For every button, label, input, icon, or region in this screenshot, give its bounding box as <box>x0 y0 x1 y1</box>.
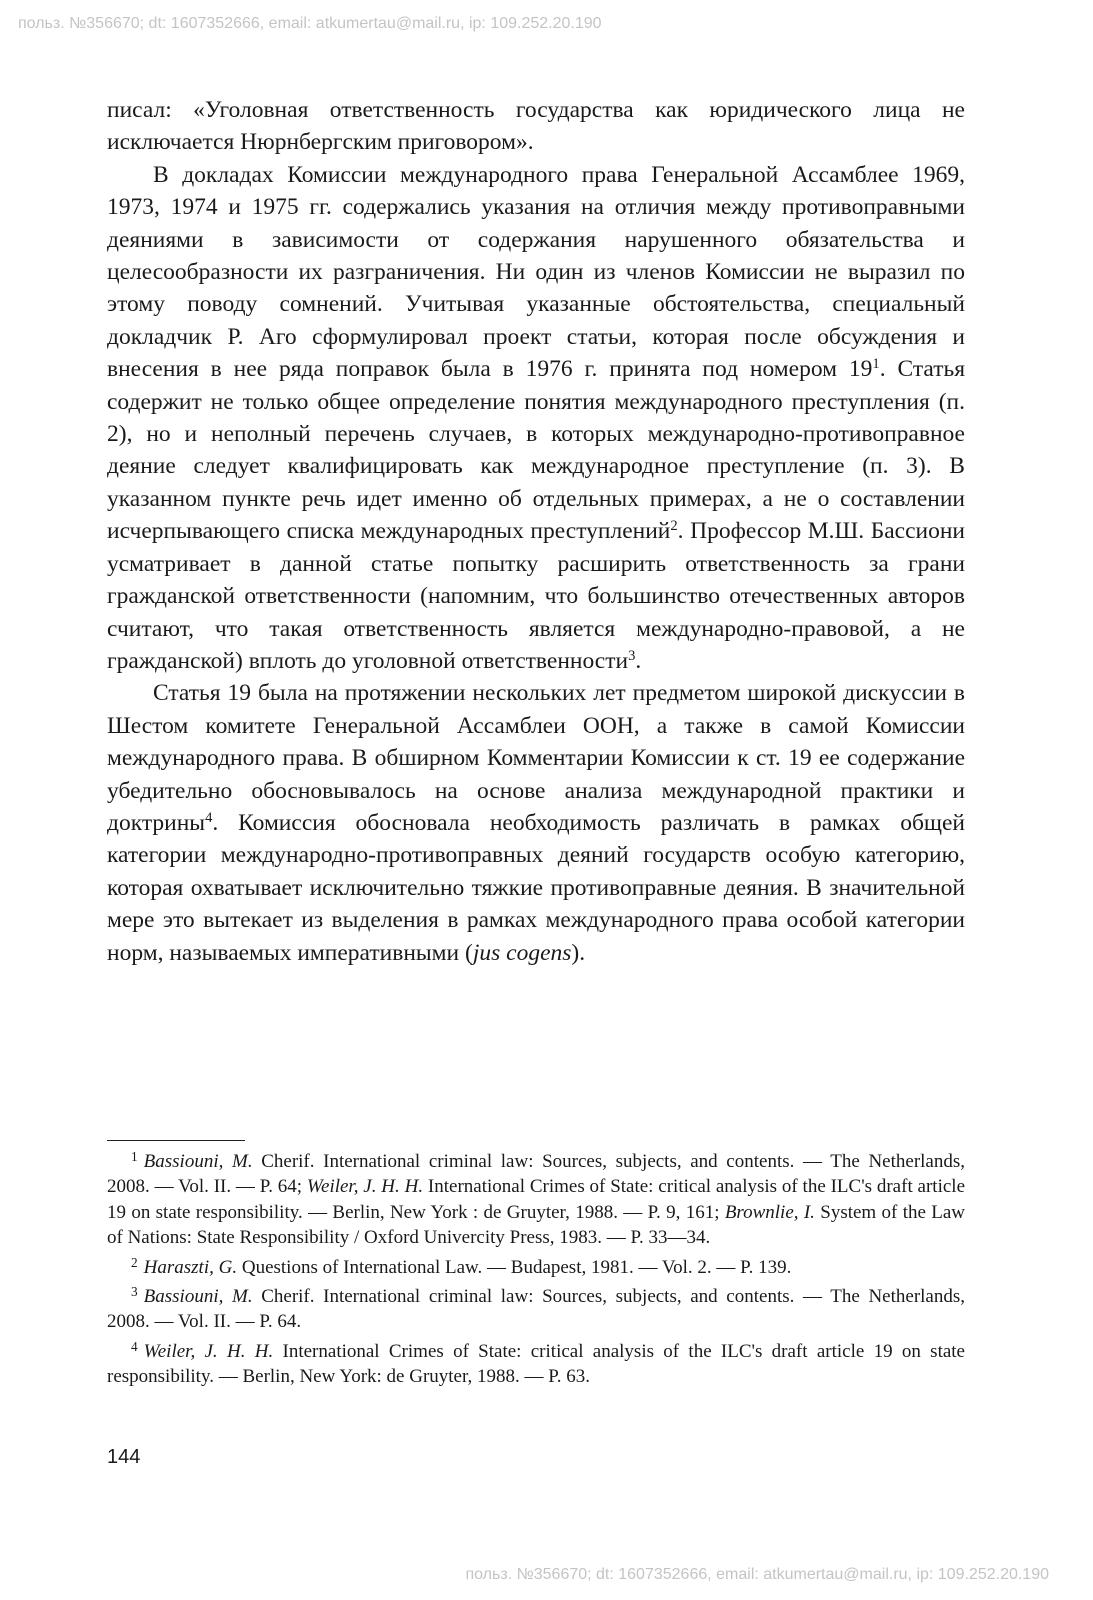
paragraph-1: писал: «Уголовная ответственность государства как юридического лица не исключается Нюрнбергским приговором». <box>107 97 965 156</box>
paragraph-3-part-b: . Комиссия обосновала необходимость различать в рамках общей категории международно-противоправных деяний государств особую категорию, которая охватывает исключительно тяжкие противоправные деяния. В значительной мере это вытекает из выделения в рамках международного права особой категории норм, называемых императивными ( <box>107 809 965 966</box>
footnote-divider <box>107 1140 245 1141</box>
footnote-1-number: 1 <box>131 1149 138 1165</box>
footnote-1-text-1: Cherif. International criminal law: Sources, subjects, and contents. — The Netherlands, 2008. — Vol. II. — P. 64; <box>107 1151 966 1198</box>
paragraph-3-part-c: ). <box>571 939 586 966</box>
footnote-2-author: Haraszti, G. <box>143 1256 238 1278</box>
paragraph-3 <box>107 677 965 969</box>
footnote-1-author-2: Weiler, J. H. H. <box>306 1176 424 1198</box>
footnote-3-number: 3 <box>131 1284 138 1300</box>
footnote-4-number: 4 <box>131 1338 138 1354</box>
footnote-ref-4[interactable]: 4 <box>205 809 213 826</box>
footnote-2 <box>107 1255 965 1280</box>
footnote-2-text: Questions of International Law. — Budapest, 1981. — Vol. 2. — P. 139. <box>237 1256 792 1278</box>
footnote-4-author: Weiler, J. H. H. <box>143 1340 274 1362</box>
footnote-1-author-3: Brownlie, I. <box>724 1201 815 1223</box>
latin-term: jus cogens <box>472 939 572 966</box>
paragraph-2-part-d: . <box>635 647 642 674</box>
watermark-bottom: польз. №356670; dt: 1607352666, email: atkumertau@mail.ru, ip: 109.252.20.190 <box>465 1566 1049 1583</box>
footnotes <box>107 1149 965 1394</box>
footnote-1 <box>107 1149 965 1251</box>
footnote-ref-3[interactable]: 3 <box>628 647 636 664</box>
paragraph-2 <box>107 159 965 678</box>
footnote-3-author: Bassiouni, M. <box>143 1286 253 1308</box>
footnote-1-text-2: International Crimes of State: critical analysis of the ILC's draft article 19 on state responsibility. — Berlin, New York : de Gruyter, 1988. — P. 9, 161; <box>107 1176 966 1223</box>
watermark-top: польз. №356670; dt: 1607352666, email: atkumertau@mail.ru, ip: 109.252.20.190 <box>18 15 602 32</box>
footnote-4 <box>107 1339 965 1390</box>
footnote-2-number: 2 <box>131 1254 138 1270</box>
page-number: 144 <box>107 1446 141 1468</box>
paragraph-3-part-a: Статья 19 была на протяжении нескольких лет предметом широкой дискуссии в Шестом комитете Генеральной Ассамблеи ООН, а также в самой Комиссии международного права. В обширном Комментарии Комиссии к ст. 19 ее содержание убедительно обосновывалось на основе анализа международной практики и доктрины <box>107 680 965 836</box>
footnote-1-text-3: System of the Law of Nations: State Responsibility / Oxford Univercity Press, 1983. — P. 33—34. <box>107 1201 965 1249</box>
footnote-ref-2[interactable]: 2 <box>670 518 678 535</box>
footnote-1-author-1: Bassiouni, M. <box>143 1151 253 1172</box>
footnote-3-text: Cherif. International criminal law: Sources, subjects, and contents. — The Netherlands, 2008. — Vol. II. — P. 64. <box>107 1286 966 1333</box>
footnote-4-text: International Crimes of State: critical analysis of the ILC's draft article 19 on state responsibility. — Berlin, New York: de Gruyter, 1988. — P. 63. <box>107 1340 965 1388</box>
paragraph-2-part-c: . Профессор М.Ш. Бассиони усматривает в данной статье попытку расширить ответственность за грани гражданской ответственности (напомним, что большинство отечественных авторов считают, что такая ответственность является международно-правовой, а не гражданской) вплоть до уголовной ответственности <box>107 518 965 674</box>
body-text <box>107 94 965 969</box>
paragraph-2-part-b: . Статья содержит не только общее определение понятия международного преступления (п. 2), но и неполный перечень случаев, в которых международно-противоправное деяние следует квалифицировать как международное преступление (п. 3). В указанном пункте речь идет именно об отдельных примерах, а не о составлении исчерпывающего списка международных преступлений <box>107 356 966 545</box>
footnote-ref-1[interactable]: 1 <box>872 356 880 373</box>
footnote-3 <box>107 1284 965 1335</box>
paragraph-2-part-a: В докладах Комиссии международного права Генеральной Ассамблее 1969, 1973, 1974 и 1975 гг. содержались указания на отличия между противоправными деяниями в зависимости от содержания нарушенного обязательства и целесообразности их разграничения. Ни один из членов Комиссии не выразил по этому поводу сомнений. Учитывая указанные обстоятельства, специальный докладчик Р. Аго сформулировал проект статьи, которая после обсуждения и внесения в нее ряда поправок была в 1976 г. принята под номером 19 <box>107 161 965 383</box>
